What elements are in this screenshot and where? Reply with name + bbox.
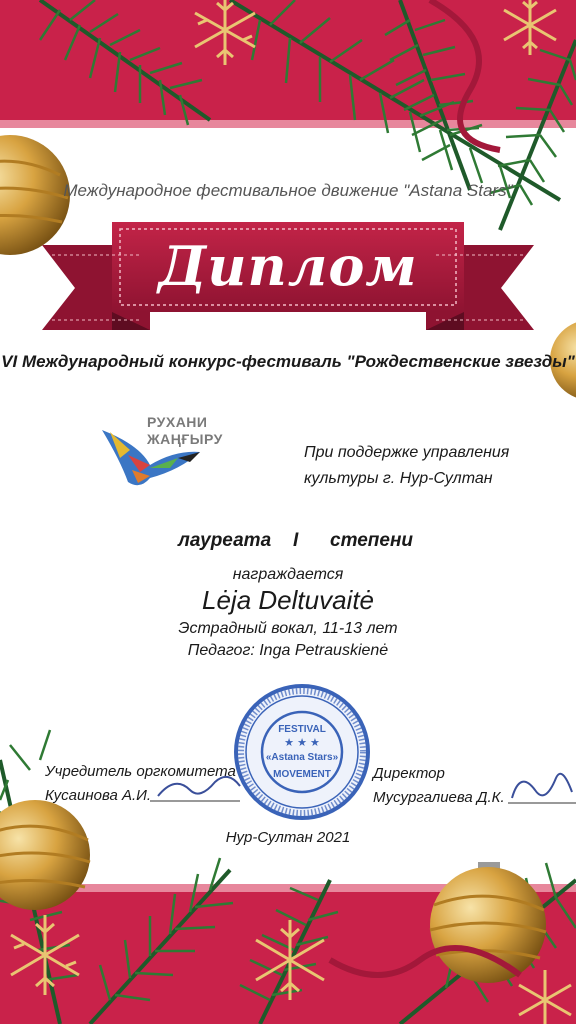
signature-left <box>150 777 240 801</box>
movement-title: Международное фестивальное движение "Astana Stars" <box>63 181 513 200</box>
category-text: Эстрадный вокал, 11-13 лет <box>178 620 398 637</box>
awarded-label: награждается <box>232 566 344 583</box>
teacher-text: Педагог: Inga Petrauskienė <box>187 642 389 659</box>
gold-ornament-bottom-right <box>430 862 546 983</box>
signature-right <box>508 774 576 803</box>
recipient-name: Lėja Deltuvaitė <box>202 585 374 615</box>
stamp-top-text: FESTIVAL <box>278 724 326 735</box>
stamp-bottom-text: MOVEMENT <box>273 769 331 780</box>
degree-word-1: лауреата <box>178 530 272 551</box>
degree-word-2: степени <box>330 530 414 551</box>
contest-title: VI Международный конкурс-фестиваль "Рождественские звезды" <box>1 352 575 371</box>
right-signer-name: Мусургалиева Д.К. <box>373 789 505 806</box>
left-signer-title: Учредитель оргкомитета <box>45 763 236 780</box>
logo-line-1: РУХАНИ <box>147 414 208 430</box>
support-text: При поддержке управления культуры г. Нур-Султан <box>304 444 510 487</box>
logo-line-2: ЖАҢҒЫРУ <box>147 431 223 447</box>
degree-number: I <box>293 530 299 551</box>
left-signer-name: Кусаинова А.И. <box>45 787 152 804</box>
city-year: Нур-Султан 2021 <box>225 829 351 846</box>
rukhani-logo-text <box>147 414 223 448</box>
stamp-middle-text: «Astana Stars» <box>265 752 339 763</box>
right-signer-title: Директор <box>373 765 445 782</box>
festival-stamp <box>236 686 368 818</box>
diploma-title: Диплом <box>158 234 418 298</box>
svg-text:★ ★ ★: ★ ★ ★ <box>284 737 320 749</box>
